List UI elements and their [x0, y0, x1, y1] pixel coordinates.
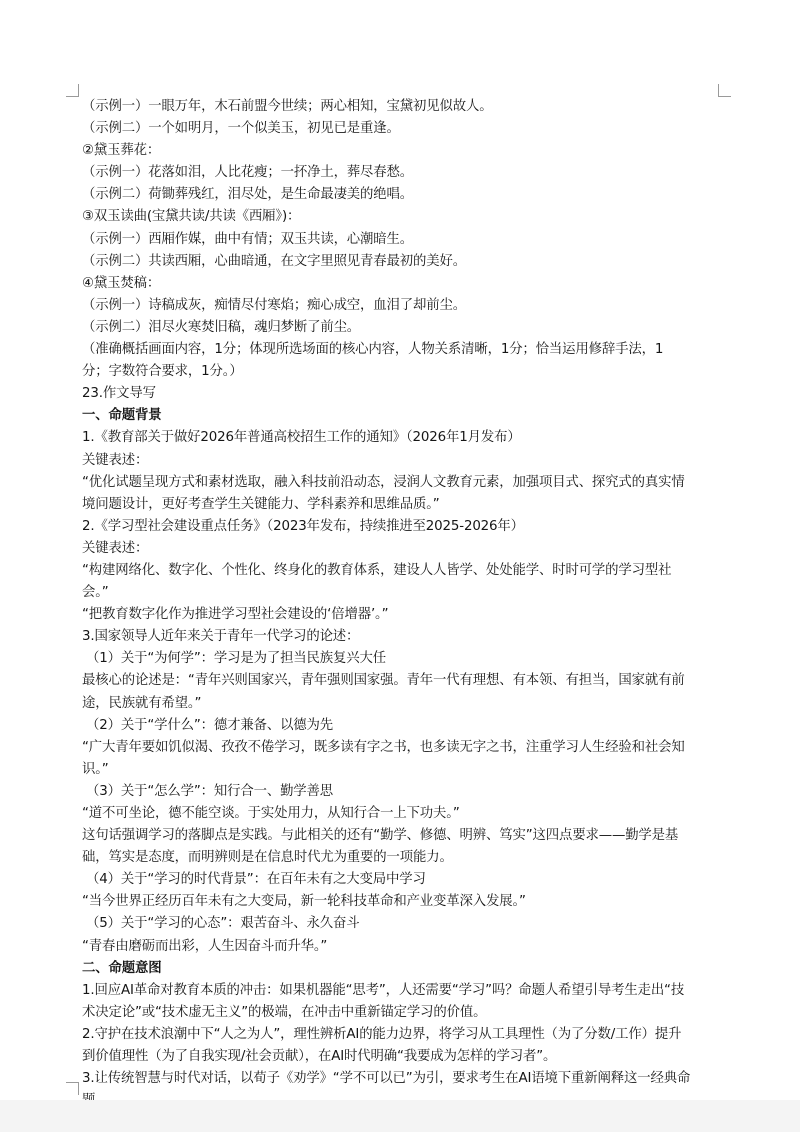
text-line: 3.国家领导人近年来关于青年一代学习的论述： [82, 629, 360, 645]
text-line: 境问题设计，更好考查学生关键能力、学科素养和思维品质。” [82, 496, 440, 512]
text-line: 最核心的论述是：“青年兴则国家兴，青年强则国家强。青年一代有理想、有本领、有担当，国家就有前 [82, 673, 685, 689]
text-line: “道不可坐论，德不能空谈。于实处用力，从知行合一上下功夫。” [82, 806, 460, 821]
text-line: 1.回应AI革命对教育本质的冲击：如果机器能“思考”，人还需要“学习”吗？命题人希望引导考生走出“技 [82, 982, 685, 998]
text-line: （示例一）诗稿成灰，痴情尽付寒焰；痴心成空，血泪了却前尘。 [82, 297, 466, 313]
text-line: 途，民族就有希望。” [82, 695, 202, 711]
text-line: （4）关于“学习的时代背景”：在百年未有之大变局中学习 [86, 872, 426, 888]
text-line: 这句话强调学习的落脚点是实践。与此相关的还有“勤学、修德、明辨、笃实”这四点要求——勤学是基 [82, 828, 679, 844]
page-corner-mark [66, 1082, 79, 1095]
text-line: （准确概括画面内容，1分；体现所选场面的核心内容，人物关系清晰，1分；恰当运用修辞手法，1 [82, 342, 664, 358]
text-line: 2.《学习型社会建设重点任务》（2023年发布，持续推进至2025-2026年） [82, 518, 524, 534]
text-line: （2）关于“学什么”：德才兼备、以德为先 [86, 717, 334, 733]
text-line: “青春由磨砺而出彩，人生因奋斗而升华。” [82, 938, 328, 954]
text-line: 3.让传统智慧与时代对话，以荀子《劝学》“学不可以已”为引，要求考生在AI语境下重新阐释这一经典命 [82, 1071, 691, 1087]
text-line: 关键表述： [82, 540, 149, 556]
text-line: 础，笃实是态度，而明辨则是在信息时代尤为重要的一项能力。 [82, 850, 453, 866]
text-line: ③双玉读曲(宝黛共读/共读《西厢》)： [82, 209, 301, 225]
page-corner-mark [66, 84, 79, 97]
text-line: 术决定论”或“技术虚无主义”的极端，在冲击中重新锚定学习的价值。 [82, 1004, 487, 1020]
text-line: （示例一）西厢作媒，曲中有情；双玉共读，心潮暗生。 [82, 231, 414, 247]
section-heading: 二、命题意图 [82, 960, 162, 976]
text-line: “当今世界正经历百年未有之大变局，新一轮科技革命和产业变革深入发展。” [82, 894, 526, 910]
text-line: 识。” [82, 761, 109, 777]
text-line: “构建网络化、数字化、个性化、终身化的教育体系，建设人人皆学、处处能学、时时可学的学习型社 [82, 562, 672, 578]
text-line: （示例一）花落如泪，人比花瘦；一抔净土，葬尽春愁。 [82, 165, 414, 181]
section-heading: 23.作文导写 [82, 386, 156, 402]
section-heading: 一、命题背景 [82, 408, 162, 424]
text-line: （5）关于“学习的心态”：艰苦奋斗、永久奋斗 [86, 916, 360, 932]
text-line: 会。” [82, 585, 109, 601]
text-line: （3）关于“怎么学”：知行合一、勤学善思 [86, 783, 334, 799]
document-body [82, 96, 722, 1112]
text-line: 分；字数符合要求，1分。） [82, 364, 243, 380]
text-line: “广大青年要如饥似渴、孜孜不倦学习，既多读有字之书，也多读无字之书，注重学习人生经验和社会知 [82, 739, 685, 755]
text-line: ②黛玉葬花： [82, 143, 161, 159]
text-line: 关键表述： [82, 452, 149, 468]
text-line: （示例二）一个如明月，一个似美玉，初见已是重逢。 [82, 121, 400, 137]
text-line: 1.《教育部关于做好2026年普通高校招生工作的通知》（2026年1月发布） [82, 430, 521, 446]
text-line: （示例二）荷锄葬残红，泪尽处，是生命最凄美的绝唱。 [82, 187, 414, 203]
text-line: ④黛玉焚稿： [82, 275, 161, 291]
page-bottom-margin [0, 1100, 800, 1132]
text-line: 到价值理性（为了自我实现/社会贡献），在AI时代明确“我要成为怎样的学习者”。 [82, 1049, 557, 1065]
text-line: （1）关于“为何学”：学习是为了担当民族复兴大任 [86, 651, 386, 667]
text-line: （示例二）共读西厢，心曲暗通，在文字里照见青春最初的美好。 [82, 253, 466, 269]
text-line: 2.守护在技术浪潮中下“人之为人”，理性辨析AI的能力边界，将学习从工具理性（为了分数/工作）提升 [82, 1026, 682, 1042]
text-line: “优化试题呈现方式和素材选取，融入科技前沿动态，浸润人文教育元素，加强项目式、探究式的真实情 [82, 474, 685, 490]
text-line: （示例一）一眼万年，木石前盟今世续；两心相知，宝黛初见似故人。 [82, 99, 493, 114]
text-line: （示例二）泪尽火寒焚旧稿，魂归梦断了前尘。 [82, 319, 361, 335]
text-line: “把教育数字化作为推进学习型社会建设的‘倍增器’。” [82, 607, 389, 623]
